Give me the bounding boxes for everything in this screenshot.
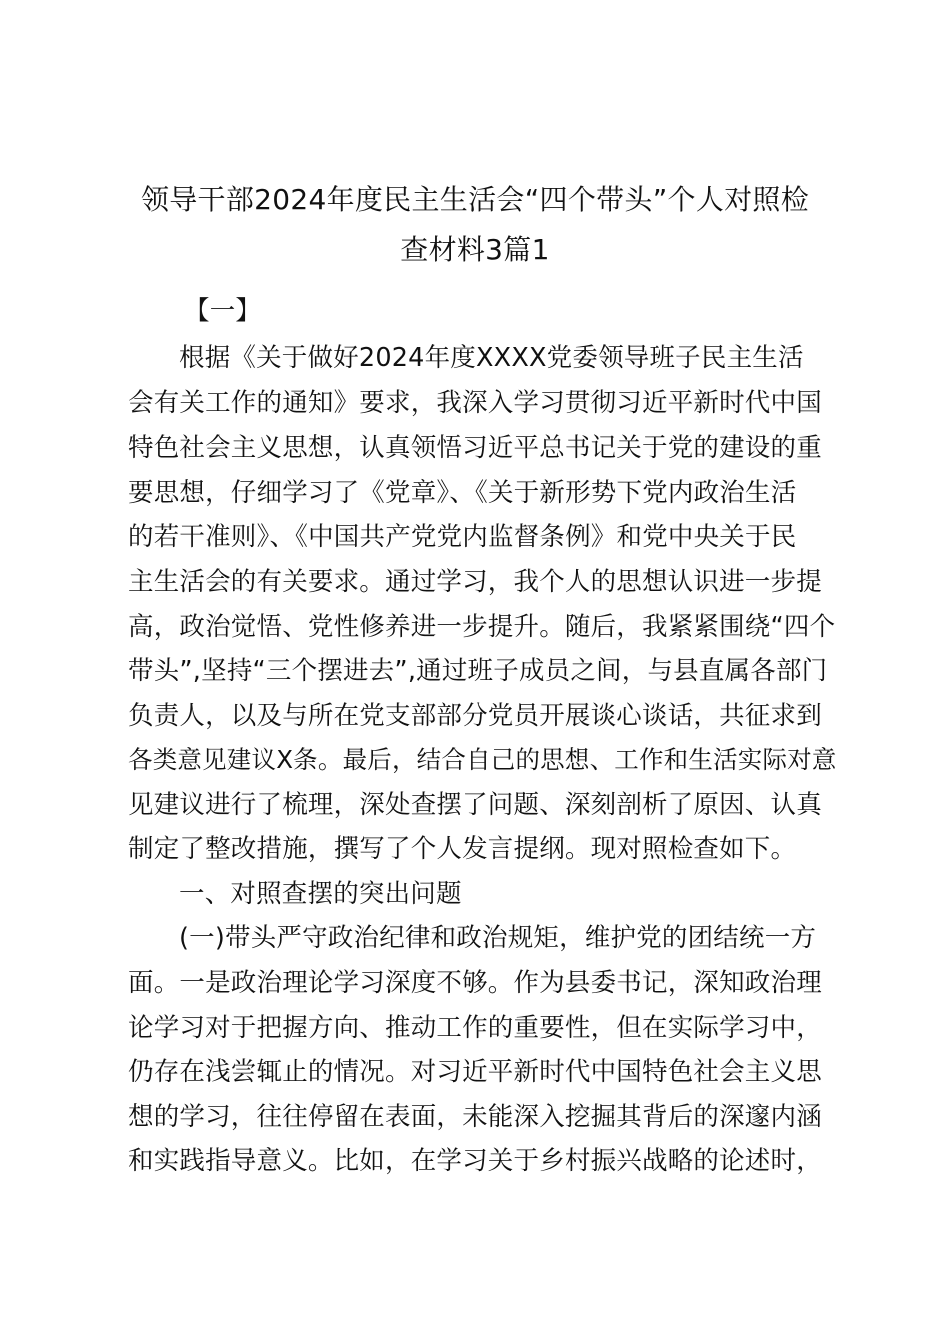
body-line: 仍存在浅尝辄止的情况。对习近平新时代中国特色社会主义思 [128,1057,822,1087]
body-line: 想的学习，往往停留在表面，未能深入挖掘其背后的深邃内涵 [128,1102,822,1132]
body-line: 主生活会的有关要求。通过学习，我个人的思想认识进一步提 [128,567,822,597]
body-line: 各类意见建议X条。最后，结合自己的思想、工作和生活实际对意 [128,745,837,774]
body-line: 特色社会主义思想，认真领悟习近平总书记关于党的建设的重 [128,433,822,463]
document-title-line-1: 领导干部2024年度民主生活会“四个带头”个人对照检 [140,183,810,216]
body-line: 根据《关于做好2024年度XXXX党委领导班子民主生活 [179,343,804,373]
body-line: 面。一是政治理论学习深度不够。作为县委书记，深知政治理 [128,968,822,998]
section-mark: 【一】 [184,296,262,326]
body-line: 带头”,坚持“三个摆进去”,通过班子成员之间，与县直属各部门 [128,656,828,686]
body-line: 的若干准则》、《中国共产党党内监督条例》和党中央关于民 [128,522,797,552]
body-line: 制定了整改措施，撰写了个人发言提纲。现对照检查如下。 [128,834,797,864]
body-line: 见建议进行了梳理，深处查摆了问题、深刻剖析了原因、认真 [128,790,822,820]
body-line: 论学习对于把握方向、推动工作的重要性，但在实际学习中， [128,1013,822,1043]
body-line: 会有关工作的通知》要求，我深入学习贯彻习近平新时代中国 [128,388,822,418]
document-title-line-2: 查材料3篇1 [400,233,550,266]
body-line: 要思想，仔细学习了《党章》、《关于新形势下党内政治生活 [128,478,797,508]
body-line: 负责人，以及与所在党支部部分党员开展谈心谈话，共征求到 [128,701,822,731]
section-heading: 一、对照查摆的突出问题 [179,879,462,909]
body-line: 和实践指导意义。比如，在学习关于乡村振兴战略的论述时， [128,1146,822,1176]
body-line: 高，政治觉悟、党性修养进一步提升。随后，我紧紧围绕“四个 [128,612,836,642]
body-line: (一)带头严守政治纪律和政治规矩，维护党的团结统一方 [179,923,817,953]
